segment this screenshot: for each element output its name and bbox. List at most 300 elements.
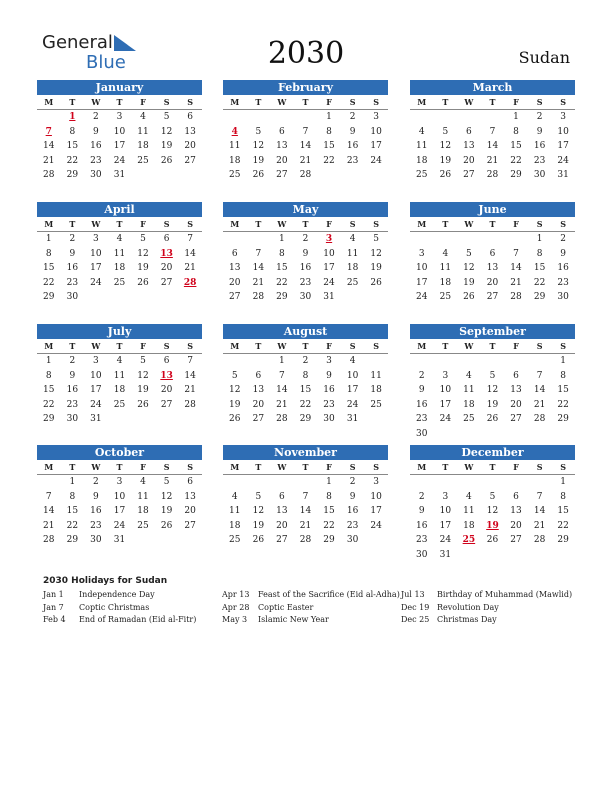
day-cell: 30 bbox=[416, 428, 428, 439]
day-cell bbox=[364, 533, 388, 548]
day-cell: 26 bbox=[137, 277, 149, 288]
day-cell: 7 bbox=[279, 370, 285, 381]
day-cell bbox=[457, 548, 481, 563]
holiday-entry bbox=[43, 614, 222, 627]
weekday-label: S bbox=[187, 341, 194, 351]
day-cell: 2 bbox=[302, 234, 309, 244]
weekday-label: F bbox=[513, 97, 519, 107]
day-cell bbox=[457, 427, 481, 442]
day-cell: 18 bbox=[137, 506, 149, 516]
day-cell: 20 bbox=[276, 155, 288, 166]
holiday-date: Jan 1 bbox=[43, 590, 64, 599]
weekday-label: W bbox=[277, 341, 287, 351]
day-cell: 2 bbox=[93, 112, 99, 122]
day-cell bbox=[364, 290, 388, 305]
weekday-label: T bbox=[116, 462, 123, 472]
day-cell: 6 bbox=[513, 370, 519, 381]
day-cell: 3 bbox=[116, 112, 123, 122]
day-cell: 30 bbox=[416, 549, 428, 560]
day-cell: 22 bbox=[66, 520, 79, 531]
weekday-label: S bbox=[187, 97, 194, 107]
day-cell: 3 bbox=[93, 356, 99, 366]
weekday-label: S bbox=[373, 97, 380, 107]
day-cell: 7 bbox=[45, 491, 52, 502]
day-cell: 14 bbox=[252, 263, 265, 273]
week-row bbox=[223, 261, 388, 276]
holiday-column bbox=[222, 589, 401, 627]
day-cell: 27 bbox=[229, 292, 241, 302]
day-cell: 10 bbox=[323, 248, 335, 259]
day-cell: 11 bbox=[137, 126, 149, 137]
day-cell: 21 bbox=[276, 399, 288, 410]
holiday-columns bbox=[43, 589, 583, 627]
day-cell: 17 bbox=[370, 141, 382, 151]
week-row bbox=[37, 125, 202, 140]
day-cell: 21 bbox=[184, 385, 196, 395]
day-cell bbox=[410, 354, 434, 369]
day-cell: 1 bbox=[45, 356, 52, 366]
day-cell: 28 bbox=[299, 535, 312, 545]
weekday-label: S bbox=[349, 341, 356, 351]
day-cell: 1 bbox=[560, 477, 567, 487]
day-cell: 15 bbox=[557, 506, 569, 516]
day-cell bbox=[247, 354, 271, 369]
week-row bbox=[410, 110, 575, 125]
holiday-date: Jan 7 bbox=[43, 602, 64, 612]
day-cell: 18 bbox=[113, 263, 126, 273]
holiday-name: End of Ramadan (Eid al-Fitr) bbox=[79, 615, 197, 624]
weekday-label: W bbox=[464, 97, 474, 107]
day-cell: 26 bbox=[229, 414, 241, 424]
day-cell: 25 bbox=[113, 399, 126, 410]
weekday-label: F bbox=[326, 341, 332, 351]
week-row bbox=[410, 276, 575, 291]
day-cell bbox=[341, 290, 365, 305]
day-cell: 22 bbox=[557, 520, 569, 531]
day-cell bbox=[410, 475, 434, 490]
day-cell: 24 bbox=[346, 399, 359, 410]
month-header: December bbox=[410, 445, 575, 460]
day-cell: 25 bbox=[439, 292, 452, 302]
day-cell: 11 bbox=[346, 248, 359, 259]
day-cell: 6 bbox=[279, 126, 285, 137]
day-cell: 2 bbox=[302, 356, 309, 366]
day-cell: 26 bbox=[463, 292, 475, 302]
day-cell: 1 bbox=[536, 234, 543, 244]
week-row bbox=[410, 247, 575, 262]
day-cell: 2 bbox=[69, 234, 76, 244]
day-cell bbox=[223, 110, 247, 125]
day-cell: 16 bbox=[346, 141, 359, 151]
day-cell: 15 bbox=[510, 141, 522, 151]
weekday-label: S bbox=[349, 97, 356, 107]
weekday-header-row bbox=[223, 217, 388, 232]
week-row bbox=[410, 369, 575, 384]
day-cell bbox=[155, 168, 179, 183]
holidays-title: 2030 Holidays for Sudan bbox=[43, 576, 168, 586]
weekday-label: T bbox=[489, 341, 496, 351]
month-june bbox=[410, 202, 575, 305]
day-cell: 16 bbox=[416, 399, 428, 410]
day-cell: 17 bbox=[416, 277, 428, 288]
day-cell: 10 bbox=[113, 126, 126, 137]
weekday-label: F bbox=[140, 341, 146, 351]
weekday-header-row bbox=[410, 460, 575, 475]
day-cell: 20 bbox=[184, 506, 196, 516]
day-cell: 11 bbox=[439, 263, 452, 273]
day-cell: 27 bbox=[184, 520, 196, 531]
week-row bbox=[37, 504, 202, 519]
day-cell: 17 bbox=[439, 399, 452, 410]
holiday-date: Dec 19 bbox=[401, 602, 430, 612]
week-row bbox=[223, 369, 388, 384]
day-cell: 10 bbox=[90, 370, 102, 381]
week-row bbox=[410, 533, 575, 548]
day-cell: 28 bbox=[43, 170, 55, 180]
week-row bbox=[37, 519, 202, 534]
day-cell: 15 bbox=[276, 263, 288, 273]
day-cell: 12 bbox=[229, 385, 241, 395]
day-cell: 4 bbox=[349, 356, 356, 366]
day-cell: 20 bbox=[510, 520, 522, 531]
day-cell: 3 bbox=[418, 248, 425, 259]
day-cell: 21 bbox=[43, 155, 55, 166]
day-cell: 24 bbox=[439, 414, 452, 424]
day-cell: 22 bbox=[66, 155, 79, 166]
day-cell: 23 bbox=[346, 520, 359, 531]
day-cell: 5 bbox=[466, 248, 472, 259]
week-row bbox=[37, 412, 202, 427]
day-cell: 28 bbox=[184, 399, 196, 410]
day-cell: 16 bbox=[90, 141, 102, 151]
day-cell: 5 bbox=[231, 370, 238, 381]
day-cell: 21 bbox=[299, 520, 312, 531]
day-cell: 11 bbox=[416, 141, 428, 151]
week-row bbox=[410, 427, 575, 442]
day-cell: 16 bbox=[533, 141, 546, 151]
day-cell: 2 bbox=[418, 370, 425, 381]
week-row bbox=[223, 247, 388, 262]
day-cell bbox=[178, 533, 202, 548]
weekday-label: F bbox=[326, 97, 332, 107]
weekday-header-row bbox=[223, 339, 388, 354]
day-cell: 28 bbox=[252, 292, 265, 302]
weekday-label: T bbox=[442, 97, 449, 107]
holiday-entry bbox=[401, 589, 580, 602]
day-cell bbox=[410, 232, 434, 247]
day-cell: 19 bbox=[160, 141, 173, 151]
weekday-label: T bbox=[69, 97, 76, 107]
day-cell: 26 bbox=[160, 155, 173, 166]
day-cell bbox=[481, 475, 505, 490]
weekday-label: S bbox=[560, 219, 567, 229]
day-cell: 8 bbox=[45, 370, 52, 381]
day-cell: 5 bbox=[489, 370, 496, 381]
day-cell bbox=[270, 475, 294, 490]
day-cell: 20 bbox=[160, 385, 173, 395]
day-cell bbox=[37, 475, 61, 490]
day-cell bbox=[223, 232, 247, 247]
day-cell: 30 bbox=[90, 170, 102, 180]
day-cell: 12 bbox=[160, 126, 173, 137]
weekday-label: M bbox=[44, 462, 54, 472]
weekday-label: F bbox=[140, 219, 146, 229]
day-cell bbox=[457, 475, 481, 490]
weekday-label: T bbox=[255, 97, 262, 107]
week-row bbox=[223, 490, 388, 505]
day-cell: 27 bbox=[510, 535, 522, 545]
day-cell: 23 bbox=[299, 277, 312, 288]
day-cell: 17 bbox=[323, 263, 335, 273]
day-cell bbox=[434, 110, 458, 125]
weekday-label: S bbox=[536, 341, 543, 351]
weekday-header-row bbox=[37, 217, 202, 232]
week-row bbox=[223, 232, 388, 247]
day-cell: 24 bbox=[323, 277, 335, 288]
day-cell: 9 bbox=[302, 248, 309, 259]
weekday-label: W bbox=[91, 341, 101, 351]
holiday-day-cell: 19 bbox=[486, 520, 499, 531]
week-row bbox=[223, 139, 388, 154]
week-row bbox=[223, 154, 388, 169]
day-cell: 4 bbox=[116, 356, 123, 366]
day-cell: 19 bbox=[252, 155, 265, 166]
day-cell: 29 bbox=[43, 292, 55, 302]
day-cell: 30 bbox=[533, 170, 546, 180]
day-cell bbox=[457, 232, 481, 247]
day-cell: 21 bbox=[43, 520, 55, 531]
day-cell: 29 bbox=[276, 292, 288, 302]
weekday-label: M bbox=[417, 341, 427, 351]
week-row bbox=[410, 504, 575, 519]
day-cell: 19 bbox=[160, 506, 173, 516]
holiday-day-cell: 4 bbox=[231, 126, 238, 137]
day-cell: 8 bbox=[45, 248, 52, 259]
day-cell: 29 bbox=[323, 535, 335, 545]
day-cell bbox=[504, 427, 528, 442]
day-cell bbox=[247, 110, 271, 125]
weekday-label: T bbox=[442, 341, 449, 351]
day-cell: 26 bbox=[252, 170, 265, 180]
week-row bbox=[223, 398, 388, 413]
week-row bbox=[410, 290, 575, 305]
day-cell bbox=[37, 110, 61, 125]
day-cell bbox=[528, 354, 552, 369]
day-cell: 10 bbox=[113, 491, 126, 502]
day-cell: 23 bbox=[66, 399, 79, 410]
day-cell: 9 bbox=[93, 491, 99, 502]
day-cell bbox=[504, 475, 528, 490]
day-cell bbox=[270, 110, 294, 125]
day-cell: 23 bbox=[66, 277, 79, 288]
day-cell: 14 bbox=[299, 141, 312, 151]
day-cell: 13 bbox=[486, 263, 499, 273]
day-cell: 4 bbox=[116, 234, 123, 244]
weekday-label: F bbox=[513, 219, 519, 229]
day-cell: 6 bbox=[187, 477, 194, 487]
day-cell: 2 bbox=[418, 491, 425, 502]
week-row bbox=[410, 168, 575, 183]
day-cell: 10 bbox=[416, 263, 428, 273]
day-cell: 18 bbox=[113, 385, 126, 395]
weekday-label: F bbox=[140, 97, 146, 107]
week-row bbox=[37, 247, 202, 262]
holiday-name: Birthday of Muhammad (Mawlid) bbox=[437, 590, 573, 599]
week-row bbox=[410, 354, 575, 369]
weekday-label: S bbox=[373, 341, 380, 351]
weekday-label: W bbox=[464, 219, 474, 229]
holiday-date: Apr 28 bbox=[222, 602, 250, 612]
weekday-label: T bbox=[69, 219, 76, 229]
holiday-entry bbox=[43, 589, 222, 602]
day-cell bbox=[131, 290, 155, 305]
day-cell: 26 bbox=[252, 535, 265, 545]
day-cell: 16 bbox=[66, 385, 79, 395]
day-cell: 9 bbox=[69, 248, 76, 259]
day-cell: 20 bbox=[184, 141, 196, 151]
weekday-label: T bbox=[116, 97, 123, 107]
day-cell: 28 bbox=[533, 414, 546, 424]
weekday-label: S bbox=[349, 462, 356, 472]
day-cell: 5 bbox=[255, 126, 262, 137]
day-cell: 1 bbox=[45, 234, 52, 244]
day-cell: 22 bbox=[43, 277, 55, 288]
day-cell: 14 bbox=[510, 263, 522, 273]
day-cell: 8 bbox=[536, 248, 543, 259]
day-cell: 24 bbox=[113, 520, 126, 531]
day-cell: 16 bbox=[557, 263, 569, 273]
week-row bbox=[223, 519, 388, 534]
day-cell: 15 bbox=[533, 263, 546, 273]
day-cell: 18 bbox=[463, 399, 475, 410]
holiday-date: Apr 13 bbox=[222, 590, 250, 599]
day-cell: 9 bbox=[536, 126, 543, 137]
day-cell: 8 bbox=[326, 126, 332, 137]
month-september bbox=[410, 324, 575, 441]
weekday-label: W bbox=[277, 97, 287, 107]
day-cell: 25 bbox=[137, 155, 149, 166]
day-cell: 26 bbox=[137, 399, 149, 410]
day-cell bbox=[504, 548, 528, 563]
day-cell: 23 bbox=[557, 277, 569, 288]
month-header: April bbox=[37, 202, 202, 217]
weekday-label: S bbox=[560, 462, 567, 472]
weekday-label: S bbox=[373, 462, 380, 472]
weekday-header-row bbox=[223, 95, 388, 110]
day-cell: 14 bbox=[533, 506, 546, 516]
week-row bbox=[410, 383, 575, 398]
day-cell: 16 bbox=[346, 506, 359, 516]
weekday-label: T bbox=[489, 462, 496, 472]
day-cell: 7 bbox=[536, 491, 543, 502]
day-cell: 20 bbox=[160, 263, 173, 273]
day-cell: 17 bbox=[370, 506, 382, 516]
week-row bbox=[410, 412, 575, 427]
day-cell: 9 bbox=[560, 248, 567, 259]
day-cell: 12 bbox=[486, 385, 499, 395]
day-cell bbox=[434, 232, 458, 247]
weekday-label: F bbox=[326, 219, 332, 229]
day-cell: 22 bbox=[299, 399, 312, 410]
day-cell: 27 bbox=[276, 535, 288, 545]
day-cell: 6 bbox=[163, 234, 170, 244]
day-cell: 3 bbox=[326, 356, 332, 366]
weekday-label: T bbox=[489, 97, 496, 107]
day-cell: 30 bbox=[66, 414, 79, 424]
holiday-name: Islamic New Year bbox=[258, 615, 329, 624]
day-cell bbox=[155, 290, 179, 305]
holiday-day-cell: 13 bbox=[160, 370, 173, 381]
day-cell: 11 bbox=[229, 141, 241, 151]
day-cell: 8 bbox=[69, 491, 76, 502]
day-cell: 12 bbox=[486, 506, 499, 516]
day-cell: 1 bbox=[326, 112, 332, 122]
holiday-entry bbox=[222, 589, 401, 602]
day-cell: 5 bbox=[489, 491, 496, 502]
weekday-label: T bbox=[302, 219, 309, 229]
month-february bbox=[223, 80, 388, 183]
day-cell: 16 bbox=[416, 520, 428, 531]
day-cell bbox=[341, 168, 365, 183]
weekday-label: T bbox=[489, 219, 496, 229]
day-cell: 31 bbox=[90, 414, 102, 424]
day-cell: 24 bbox=[416, 292, 428, 302]
day-cell: 7 bbox=[187, 234, 194, 244]
week-row bbox=[37, 290, 202, 305]
day-cell: 23 bbox=[323, 399, 335, 410]
day-cell: 21 bbox=[510, 277, 522, 288]
weekday-label: S bbox=[536, 97, 543, 107]
day-cell: 4 bbox=[466, 370, 472, 381]
weekday-label: T bbox=[116, 341, 123, 351]
weekday-label: T bbox=[442, 462, 449, 472]
day-cell bbox=[481, 110, 505, 125]
day-cell: 26 bbox=[486, 414, 499, 424]
day-cell: 17 bbox=[439, 520, 452, 531]
day-cell: 25 bbox=[113, 277, 126, 288]
holiday-date: Feb 4 bbox=[43, 615, 66, 624]
day-cell: 3 bbox=[373, 112, 380, 122]
day-cell: 15 bbox=[43, 385, 55, 395]
week-row bbox=[410, 232, 575, 247]
day-cell: 11 bbox=[229, 506, 241, 516]
day-cell: 13 bbox=[184, 126, 196, 137]
holiday-day-cell: 25 bbox=[462, 535, 476, 545]
day-cell: 3 bbox=[93, 234, 99, 244]
day-cell: 5 bbox=[373, 234, 380, 244]
day-cell bbox=[155, 533, 179, 548]
weekday-label: F bbox=[513, 462, 519, 472]
day-cell: 16 bbox=[66, 263, 79, 273]
day-cell: 22 bbox=[323, 155, 335, 166]
day-cell: 31 bbox=[113, 170, 126, 180]
day-cell: 25 bbox=[137, 520, 149, 531]
weekday-header-row bbox=[410, 95, 575, 110]
day-cell: 9 bbox=[326, 370, 332, 381]
day-cell: 8 bbox=[69, 126, 76, 137]
day-cell bbox=[155, 412, 179, 427]
holiday-entry bbox=[401, 602, 580, 615]
logo-general-text: General bbox=[42, 32, 113, 53]
week-row bbox=[37, 232, 202, 247]
day-cell: 3 bbox=[373, 477, 380, 487]
week-row bbox=[37, 276, 202, 291]
day-cell: 9 bbox=[418, 506, 425, 516]
day-cell: 4 bbox=[442, 248, 449, 259]
day-cell: 2 bbox=[349, 112, 356, 122]
weekday-label: S bbox=[536, 219, 543, 229]
day-cell bbox=[504, 232, 528, 247]
